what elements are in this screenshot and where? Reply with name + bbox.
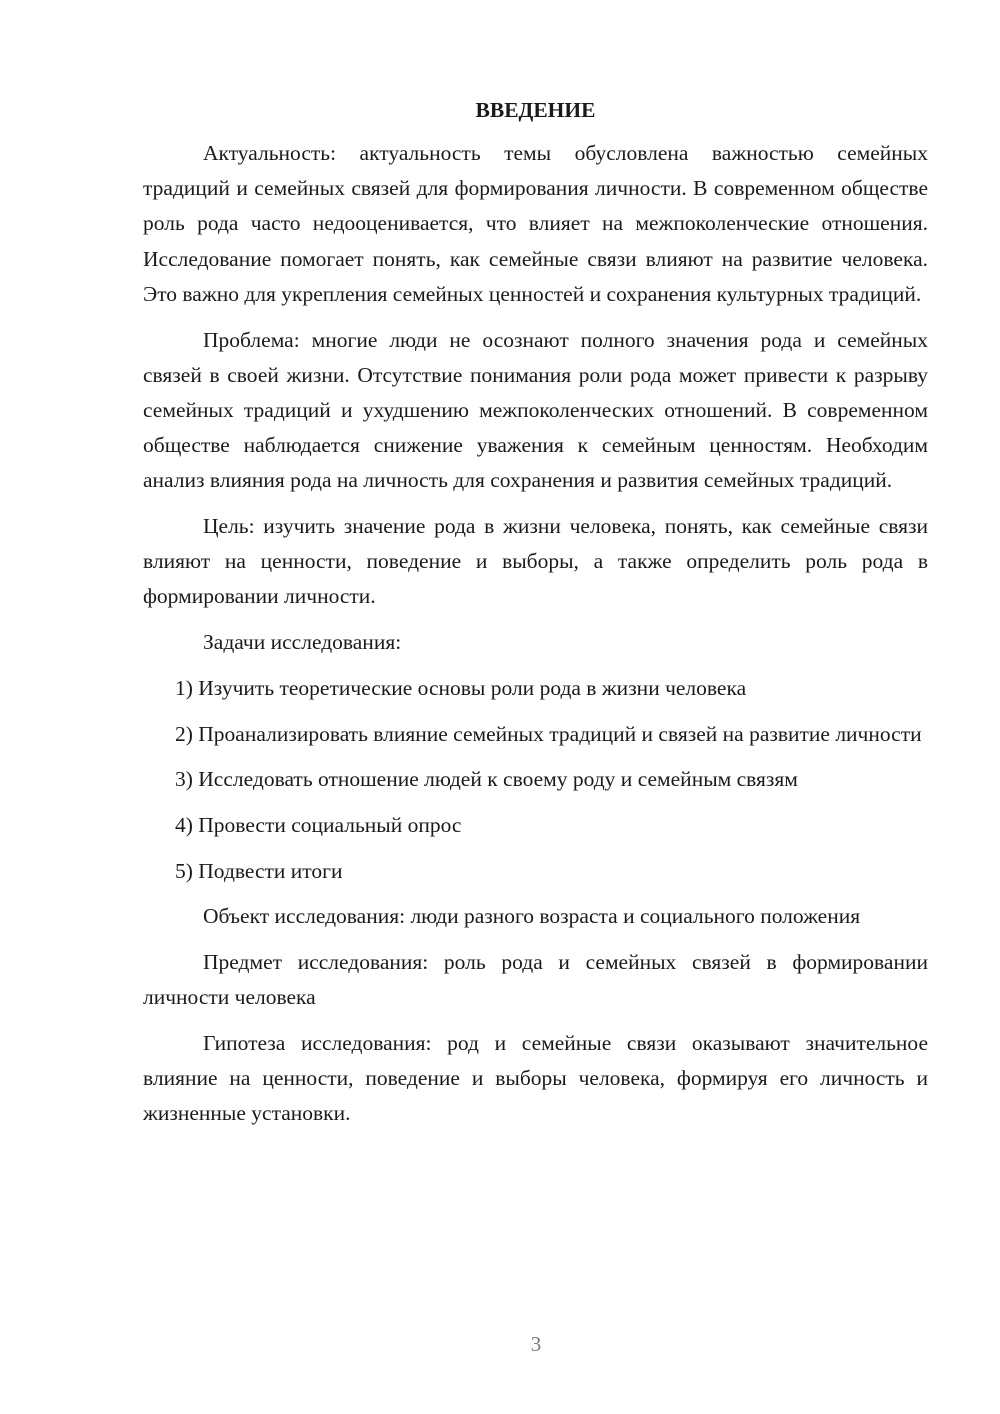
goal-paragraph: Цель: изучить значение рода в жизни человека, понять, как семейные связи влияют на ценности, поведение и выборы, а также определить роль рода в формировании личности. bbox=[143, 514, 928, 609]
object-paragraph: Объект исследования: люди разного возраста и социального положения bbox=[203, 904, 861, 929]
task-item-4: 4) Провести социальный опрос bbox=[175, 812, 462, 837]
section-title: ВВЕДЕНИЕ bbox=[475, 98, 596, 122]
problem-paragraph: Проблема: многие люди не осознают полного значения рода и семейных связей в своей жизни. Отсутствие понимания роли рода может привести к разрыву семейных традиций и ухудшению межпоколенческих отношений. В современном обществе наблюдается снижение уважения к семейным ценностям. Необходим анализ влияния рода на личность для сохранения и развития семейных традиций. bbox=[143, 327, 928, 493]
task-item-3: 3) Исследовать отношение людей к своему роду и семейным связям bbox=[175, 767, 798, 792]
tasks-heading: Задачи исследования: bbox=[203, 630, 402, 655]
subject-paragraph: Предмет исследования: роль рода и семейных связей в формировании личности человека bbox=[143, 950, 928, 1010]
task-item-2: 2) Проанализировать влияние семейных традиций и связей на развитие личности bbox=[175, 721, 922, 746]
task-item-5: 5) Подвести итоги bbox=[175, 858, 343, 883]
relevance-paragraph: Актуальность: актуальность темы обусловлена важностью семейных традиций и семейных связей для формирования личности. В современном обществе роль рода часто недооценивается, что влияет на межпоколенческие отношения. Исследование помогает понять, как семейные связи влияют на развитие человека. Это важно для укрепления семейных ценностей и сохранения культурных традиций. bbox=[143, 141, 928, 306]
page-number: 3 bbox=[530, 1332, 542, 1356]
document-page bbox=[143, 92, 928, 1142]
hypothesis-paragraph: Гипотеза исследования: род и семейные связи оказывают значительное влияние на ценности, поведение и выборы человека, формируя его личность и жизненные установки. bbox=[143, 1030, 928, 1126]
task-item-1: 1) Изучить теоретические основы роли рода в жизни человека bbox=[175, 675, 747, 700]
